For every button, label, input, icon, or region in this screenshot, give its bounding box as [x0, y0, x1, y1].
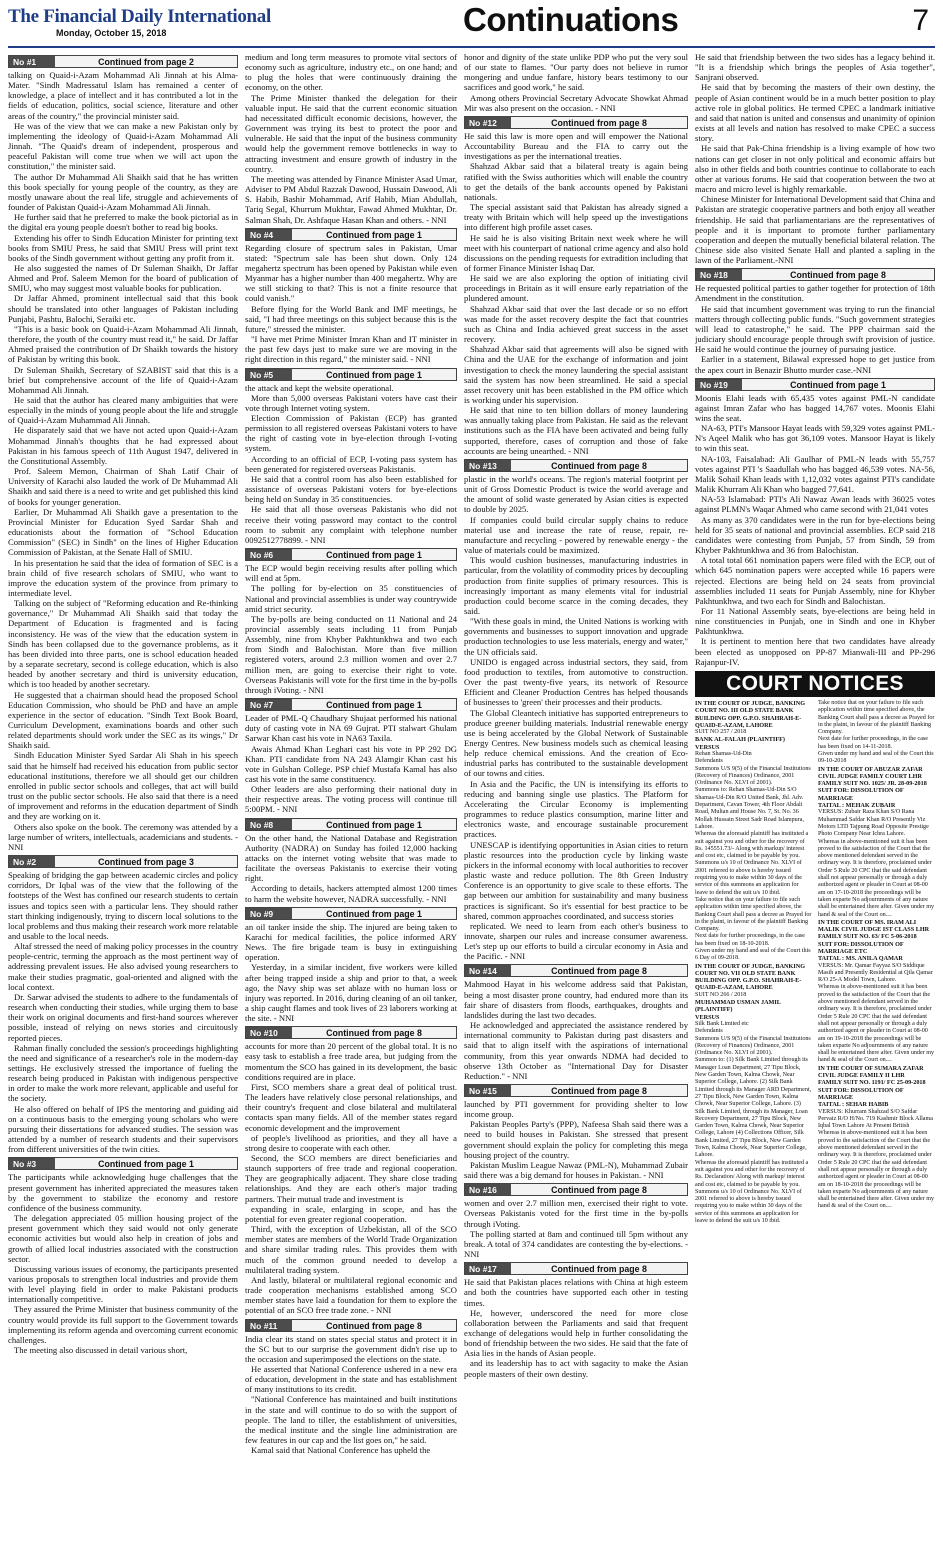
article-paragraph: As many as 370 candidates were in the run for bye-elections being held for 35 seats of national and provincial assemblies. ECP said 218 candidates were contesting from Punjab, 57 from Sindh, 59 from Khyber Pakhtunkhwa and 36 from Balochistan.: [695, 514, 935, 556]
notice-heading: IN THE COURT OF MS. IRAM ALI MALIK CIVIL JUDGE IST CLASS LHR: [818, 918, 930, 934]
article-paragraph: This would cushion businesses, manufacturing industries in particular, from the volatility of commodity prices by decoupling production from finite supplies of primary resources. This is increasingly important as many elements vital for industrial production could become scarce in the coming decades, they said.: [464, 555, 688, 616]
article-paragraph: The meeting was attended by Finance Minister Asad Umar, Adviser to PM Abdul Razzak Dawood, Hussain Dawood, Ali S. Habib, Bashir Mohammad, Arif Habib, Mian Abdullah, Tariq Segal, Khurrum Mukhtar, Fawad Ahmed Mukhtar, Dr. Salman Shah, Dr. Ashfaque Hasan Khan and others. - NNI: [245, 173, 457, 225]
notice-text: Defendants: [695, 758, 723, 765]
article-paragraph: The Prime Minister thanked the delegation for their valuable input. He said that the current economic situation had necessitated difficult economic decisions, however, the Government was trying its best to protect the poor and vulnerable. He said that the input of the business community would help the government remove bottlenecks in way to attracting investment and ensure growth of industry in the country.: [245, 92, 457, 174]
continuation-label: Continued from page 8: [511, 1085, 687, 1096]
article-paragraph: Earlier in a statement, Bilawal expressed hope to get justice from the apex court in Benazir Bhutto murder case.-NNI: [695, 354, 935, 375]
notice-heading: TAITAL : MEHAK ZUBAIR: [818, 802, 896, 810]
article-paragraph: of people's livelihood as priorities, and they all have a strong desire to cooperate with each other.: [245, 1132, 457, 1153]
continuation-number: No #7: [246, 699, 292, 710]
court-notices-right: [818, 700, 935, 1225]
notice-text: Whereas in above-mentioned suit it has been proved to the satisfaction of the Court that the above mentioned defendant served in the ordinary way. It is therefore, proclaimed under Order 5 Rule 20 CPC that the said defendant shall not appear personally or through a duly authorized agent or pleader in Court at 08-00 am on 19-10-2018 the proceedings will be taken exparte No adjournments of any nature shall be entertained there after. Given under my hand & seal of the Court on....: [818, 984, 935, 1064]
article-paragraph: They assured the Prime Minister that business community of the country would provide its full support to the Government towards implementing its reform agenda and overcoming current economic challenges.: [8, 1304, 238, 1345]
notice-heading: IN THE COURT OF SUMARA ZAFAR CIVIL JUDGE FAMILY II LHR: [818, 1064, 924, 1080]
continuation-header: [245, 1026, 457, 1039]
continuation-header: [695, 268, 935, 281]
article-paragraph: "With these goals in mind, the United Nations is working with governments and businesses to support innovation and upgrade production technologies to use less materials, energy and water," the UN officials said.: [464, 616, 688, 657]
continuation-header: [464, 459, 688, 472]
article-paragraph: plastic in the world's oceans. The region's material footprint per unit of Gross Domestic Product is twice the world average and the amount of solid waste generated by Asian cities is expected to double by 2025.: [464, 473, 688, 515]
notice-heading: SUIT FOR: DISSOLUTION OF MARRIAGE: [818, 1086, 904, 1101]
article-paragraph: He disparately said that we have not acted upon Quaid-i-Azam Mohammad Jinnah's thoughts that he had expressed about Pakistan in his famous speech of 11th August 1947, delivered in the Constitutional Assembly.: [8, 425, 238, 466]
continuation-header: [245, 907, 457, 920]
continuation-header: [8, 55, 238, 68]
article-paragraph: Regarding closure of spectrum sales in Pakistan, Umar stated: "Spectrum sale has been shut down. Only 124 megahertz spectrum has been opened by Pakistan while even Myanmar has a higher number than 400 megahertz. Why are we still sticking to that? This is not a finite resource that could vanish.": [245, 242, 457, 304]
continuation-header: [8, 1157, 238, 1170]
continuation-header: [8, 855, 238, 868]
article-paragraph: "National Conference has maintained and built institutions in the state and will continue to do so with the support of people. The land to tiller, the establishment of universities, the medical institute and the single line administration are few features in our cap and the list goes on," he said.: [245, 1394, 457, 1446]
section-title: Continuations: [463, 1, 679, 38]
article-paragraph: "This is a basic book on Quaid-i-Azam Mohammad Ali Jinnah, therefore, the youth of the country must read it," he said. Dr Jaffar Ahmed praised the contribution of Dr Shaikh towards the history of Pakistan by writing this book.: [8, 323, 238, 365]
continuation-number: No #2: [9, 856, 55, 867]
article-paragraph: NA-63, PTI's Mansoor Hayat leads with 59,329 votes against PML-N's Aqeel Malik who has got 36,109 votes. Mansoor Hayat is likely to win this seat.: [695, 423, 935, 454]
continuation-label: Continued from page 8: [292, 1320, 456, 1331]
article-paragraph: He said that incumbent government was trying to run the financial matters through collecting public funds. "Such government strategies will lead to catastrophe," he said. The PPP chairman said the judiciary should encourage people through swift provision of justice. He said he would continue the journey of pursuing justice.: [695, 303, 935, 355]
article-paragraph: The Global Cleantech initiative has supported entrepreneurs to produce greener building materials. Industrial renewable energy use is being accelerated by the Global Network of Sustainable Energy Centres. New business models such as chemical leasing help reduce chemical emissions. And the creation of Eco-industrial parks has contributed to the sustainable development of our towns and cities.: [464, 707, 688, 779]
article-paragraph: He said this law is more open and will empower the National Accountability Bureau and the FIA to carry out the investigations as per the international treaties.: [464, 130, 688, 162]
continuation-number: No #8: [246, 819, 292, 830]
article-paragraph: UNESCAP is identifying opportunities in Asian cities to return plastic resources into the production cycle by linking waste pickers in the informal economy with local authorities to recover plastic waste and reduce pollution. The 8th Green Industry Conference is an opportunity to give scale to these efforts. The gap between our ambition for sustainability and many business practices is significant. So it's essential for best practice to be shared, common approaches coordinated, and success stories: [464, 839, 688, 921]
article-paragraph: Shahzad Akbar said that over the last decade or so no effort was made for the asset recovery despite the fact that countries such as China and India achieved great success in the asset recovery.: [464, 303, 688, 345]
article-paragraph: Chinese Minister for International Development said that China and Pakistan are strategic cooperative partners and both enjoy all weather friendship. He said that parliamentarians are the representatives of people and it is important to promote further parliamentary cooperation and deepen the mutually beneficial bilateral relation. The Chinese side also visited Senate Hall and planted a sapling in the lawn of the Parliament.-NNI: [695, 194, 935, 266]
continuation-label: Continued from page 1: [292, 549, 456, 560]
notice-text: VERSUS: Khurram Shahzad S/O Safdar Pervaiz R/O H/No. 719 Kashmir Block Allama Iqbal Town Lahore At Present British: [818, 1108, 933, 1130]
article-paragraph: He further said that he preferred to make the book pictorial as in the digital era young people doesn't bother to read big books.: [8, 212, 238, 233]
continuation-label: Continued from page 8: [511, 117, 687, 128]
article-paragraph: He, however, underscored the need for more close collaboration between the Parliaments and said that frequent exchange of delegations would help in further consolidating the bond of friendship between the two sides. He said that the fate of Asia lies in the hands of Asian people.: [464, 1307, 688, 1359]
article-paragraph: The polling for by-election on 35 constituencies of National and provincial assemblies is under way countrywide amid strict security.: [245, 583, 457, 614]
continuation-number: No #14: [465, 965, 511, 976]
article-paragraph: He acknowledged and appreciated the assistance rendered by international community to Pakistan during past disasters and said that to align itself with the aspirations of international community, from this year onwards NDMA had decided to observe 13th October as "International Day for Disaster Reduction." - NNI: [464, 1020, 688, 1081]
article-paragraph: The participants while acknowledging huge challenges that the present government has inherited appreciated the measures taken by the government to stabilize the economy and restore confidence of the business community.: [8, 1172, 238, 1213]
article-paragraph: Leader of PML-Q Chaudhary Shujaat performed his national duty of casting vote in NA 69 Gujrat. PTI stalwart Ghulam Sarwar Khan cast his vote in NA63 Taxila.: [245, 713, 457, 744]
article-paragraph: Dr. Sarwar advised the students to adhere to the fundamentals of research when conducting their studies, while urging them to base their work on original documents and first-hand sources wherever possible, instead of relying on news stories and circuitously reported pieces.: [8, 991, 238, 1043]
article-paragraph: In Asia and the Pacific, the UN is intensifying its efforts to reducing and banning single use plastics. The Platform for Accelerating the Circular Economy is implementing programmes to reduce plastics consumption, marine litter and electronics waste, and encourage sustainable procurement practices.: [464, 778, 688, 840]
article-paragraph: It is pertinent to mention here that two candidates have already been elected as unopposed on PP-87 Mianwali-III and PP-296 Rajanpur-IV.: [695, 636, 935, 667]
article-paragraph: launched by PTI government for providing shelter to low income group.: [464, 1099, 688, 1120]
notice-heading: FAMILY SUIT NO. 1191/ FC 25-09-2018: [818, 1079, 926, 1087]
notice-text: Defendants: [695, 1028, 723, 1035]
issue-date: Monday, October 15, 2018: [56, 28, 167, 38]
article-paragraph: Third, with the exception of Uzbekistan, all of the SCO member states are members of the World Trade Organization and share similar trading rules. This provides them with much of the common ground needed to develop a multilateral trading system.: [245, 1224, 457, 1275]
article-paragraph: Earlier, Dr Muhammad Ali Shaikh gave a presentation to the Provincial Minister for Education Syed Sardar Shah and educationists about the formation of "School Education Commission" (SEC) in Sindh" on the lines of Higher Education Commission of Pakistan, at the Senate Hall of SMIU.: [8, 506, 238, 558]
notice-heading: MUHAMMAD USMAN JAMIL (PLAINTIFF): [695, 999, 781, 1014]
notice-text: Given under my hand and seal of the Court this 09-10-2018: [818, 750, 934, 765]
notice-text: Whereas in above-mentioned suit it has been proved to the satisfaction of the Court that the above mentioned defendant served in the ordinary way. It is therefore, proclaimed under Order 5 Rule 20 CPC that the said defendant shall not appear personally or through a duly authorized agent or pleader in Court at 08-00 am on 18-10-2018 the proceedings will be taken exparte No adjournments of any nature shall be entertained there after. Given under my hand & seal of the Court on....: [818, 1130, 935, 1210]
article-paragraph: The polling started at 8am and continued till 5pm without any break. A total of 374 candidates are contesting the by-elections. - NNI: [464, 1228, 688, 1260]
article-paragraph: Prof. Saleem Memon, Chairman of Shah Latif Chair of University of Karachi also lauded the work of Dr Muhammad Ali Shaikh and said there is a need to write and get published this kind of books for younger generation.: [8, 466, 238, 507]
article-paragraph: Dr Suleman Shaikh, Secretary of SZABIST said that this is a brief but comprehensive account of the life of Quaid-i-Azam Mohammad Ali Jinnah.: [8, 364, 238, 395]
article-paragraph: expanding in scale, enlarging in scope, and has the potential for even greater regional cooperation.: [245, 1203, 457, 1224]
notice-heading: BANK AL-FALAH (PLAINTIFF): [695, 736, 785, 744]
article-paragraph: In his presentation he said that the idea of formation of SEC is a brain child of five research scholars of SMIU, who want to improve the education system of the province from primary to intermediate level.: [8, 557, 238, 598]
article-paragraph: India clear its stand on states special status and protect it in the SC but to our surprise the government didn't rise up to the occasion and superimposed the elections on the state.: [245, 1333, 457, 1364]
notice-heading: TAITAL : MS. ANILA QAMAR: [818, 955, 903, 963]
notice-heading: VERSUS: [695, 743, 720, 751]
continuation-label: Continued from page 8: [292, 1027, 456, 1038]
article-paragraph: The by-polls are being conducted on 11 National and 24 provincial assembly seats including 11 from Punjab Assembly, nine from Khyber Pakhtunkhwa and two each from Sindh and Balochistan. More than five million registered voters, around 2.3 million women and over 2.7 million men, are going to exercise their right to vote. Overseas Pakistanis will vote for the first time in the by-polls through iVoting. - NNI: [245, 613, 457, 695]
article-paragraph: He said that a control room has also been established for assistance of overseas Pakistani voters for bye-elections being held on Sunday in 35 constituencies.: [245, 473, 457, 505]
article-paragraph: honor and dignity of the state unlike PDP who put the very soul of our state to flames. "Our party does not believe in rumor mongering and undue fanfare, history bears testimony to our sacrifices and good work," he said.: [464, 52, 688, 93]
continuation-label: Continued from page 8: [511, 460, 687, 471]
article-paragraph: If companies could build circular supply chains to reduce material use and increase the rate of reuse, repair, re-manufacture and recycling - powered by renewable energy - the value of materials could be maximized.: [464, 514, 688, 556]
column-3: [464, 52, 688, 1550]
notice-text: VERSUS: Mr. Qamar Fayyaz S/O Siddique Masih and Presently Residential at Qila Qamar R/O 25-A Model Town, Lahore.: [818, 962, 933, 984]
article-paragraph: the attack and kept the website operational.: [245, 382, 394, 393]
continuation-header: [245, 818, 457, 831]
court-notices-left: [695, 700, 812, 1225]
article-paragraph: and its leadership has to act with sagacity to make the Asian people masters of their own destiny.: [464, 1358, 688, 1379]
article-paragraph: NA-103, Faisalabad: Ali Gaulhar of PML-N leads with 55,757 votes against PTI 's Saadullah who has bagged 46,539 votes. NA-56, Malik Sohail Khan leads with 1,12,032 votes against PTI's candidate Malik Khurram Ali Khan who bagged 77,641.: [695, 453, 935, 495]
article-paragraph: Extending his offer to Sindh Education Minister for printing text books from SMIU Press, he said that SMIU Press will print text books of the Sindh government without getting any profit from it.: [8, 232, 238, 263]
article-paragraph: First, SCO members share a great deal of political trust. The leaders have relatively close personal relationships, and their country's frequent and close bilateral and multilateral contacts span many fields. All of the member states regard economic development and the improvement: [245, 1081, 457, 1133]
notice-text: Take notice that on your failure to file such application within time specified above, the Banking Court shall pass a decree as Prayed for in the plaint, in favour of the plaintiff Banking Company.: [695, 896, 812, 933]
article-paragraph: talking on Quaid-i-Azam Mohammad Ali Jinnah at his Alma-Mater. "Sindh Madressatul Islam has remained a center of knowledge, a place of intellect and it has contributed a lot in the fields of education, politics, social science, literature and other areas of the country," the provincial minister said.: [8, 70, 238, 121]
article-paragraph: He said that by becoming the masters of their own destiny, the people of Asian continent would be in a much better position to play active role in global politics. He termed CPEC a landmark initiative and said that nation is united and consensus and unanimity of opinion exists at all levels and nation has resolved to make CPEC a success story.: [695, 82, 935, 144]
article-paragraph: UNIDO is engaged across industrial sectors, they said, from food production to textiles, from automotive to construction. Over the past twenty-five years, its network of Resource Efficient and Cleaner Production Centres has helped thousands of businesses to 'green' their processes and their products.: [464, 656, 688, 708]
continuation-number: No #13: [465, 460, 511, 471]
continuation-label: Continued from page 8: [511, 1263, 687, 1274]
notice-heading: FAMILY SUIT NO. 63/ FC 5-06-2018: [818, 933, 917, 941]
article-paragraph: Pakistan Muslim League Nawaz (PML-N), Muhammad Zubair said there was a big demand for houses in Pakistan. - NNI: [464, 1159, 688, 1181]
article-paragraph: Election Commission of Pakistan (ECP) has granted permission to all registered overseas Pakistani voters to have the right of casting vote in bye-election through I-voting system.: [245, 413, 457, 454]
continuation-label: Continued from page 1: [742, 379, 934, 390]
continuation-number: No #18: [696, 269, 742, 280]
article-paragraph: He suggested that a chairman should head the proposed School Education Commission, who should be PhD and have an ample experience in the sector of education. "Sindh Text Book Board, Curriculum Development, examinations boards and other such related departments should work under the SEC as its wings," Dr Shaikh said.: [8, 689, 238, 751]
article-paragraph: He said that Pakistan places relations with China at high esteem and both the countries have supported each other in testing times.: [464, 1277, 688, 1308]
continuation-label: Continued from page 2: [55, 56, 237, 67]
article-paragraph: The special assistant said that Pakistan has already signed a treaty with Britain which will help speed up the investigations into different high profile asset cases.: [464, 202, 688, 233]
article-paragraph: He was of the view that we can make a new Pakistan only by implementing the ideology of Quaid-i-Azam Mohammad Ali Jinnah. "The Quaid's dream of independent, prosperous and peaceful Pakistan will come true when we will act upon the constitution," the minister said.: [8, 120, 238, 172]
continuation-number: No #12: [465, 117, 511, 128]
notice-heading: VERSUS: [695, 1013, 720, 1021]
article-paragraph: He said that all those overseas Pakistanis who did not receive their voting password may contact to the control room to submit any complaint with telephone number 0092512778899. - NNI: [245, 504, 457, 545]
article-paragraph: According to an official of ECP, I-voting pass system has been generated for registered overseas Pakistanis.: [245, 453, 457, 474]
notice-text: Given under my hand and seal of the Court this 6 Day of 09-2018.: [695, 948, 811, 962]
article-paragraph: Discussing various issues of economy, the participants presented various proposals to strengthen local industries and provide them with level playing field in order to make Pakistani products internationally competitive.: [8, 1263, 238, 1305]
article-paragraph: Shahzad Akbar said that a bilateral treaty is again being ratified with the Swiss authorities which will enable the country to get the details of the bank accounts opened by Pakistani nationals.: [464, 161, 688, 202]
article-paragraph: He also suggested the names of Dr Suleman Shaikh, Dr Jaffar Ahmed and Prof. Saleem Memon for the board of publication of SMIU, who may suggest most valuable books for publication.: [8, 262, 238, 294]
notice-text: VERSUS: Zubair Raza Khan S/O Rana Muhammad Safdar Khan R/O Presently Viz Motors LTD Tajpung Road Opposite Prestige Photo Company Near Ichra Lahore.: [818, 809, 929, 838]
notice-heading: TAITAL : SEHAR HABIB: [818, 1101, 889, 1109]
article-paragraph: medium and long term measures to promote vital sectors of economy such as agriculture, industry etc., on one hand; and to plug the holes that were continuously draining the economy, on the other.: [245, 52, 457, 93]
article-paragraph: NA-53 Islamabad: PTI's Ali Nawaz Awan leads with 36025 votes against PLMN's Waqar Ahmed who came second with 21,041 votes: [695, 494, 935, 515]
article-paragraph: Second, the SCO members are direct beneficiaries and staunch supporters of free trade and regional cooperation. They are geographically adjacent. They share close trading relationships. And they are each other's major trading partners. Their mutual trade and investment is: [245, 1153, 457, 1204]
continuation-number: No #11: [246, 1320, 292, 1331]
continuation-header: [695, 378, 935, 391]
notice-text: SUIT NO 266 / 2018: [695, 991, 747, 998]
column-2: [245, 52, 457, 1550]
article-paragraph: Altaf stressed the need of making policy processes in the country people-centric, terming the approach as the most pertinent way of addressing prevalent issues. He also advised young researchers to make their studies pragmatic, goal-oriented and aligned with the local context.: [8, 941, 238, 992]
notice-heading: IN THE COURT OF JUDGE, BANKING COURT NO. III OLD STATE BANK BUILDING OPP. G.P.O. SHAHRAH-E-QUAID-E-AZAM, LAHORE: [695, 699, 806, 729]
article-paragraph: Talking on the subject of "Reforming education and Re-thinking governance," Dr Muhammad Ali Shaikh said that today the Department of Education is fragmented and is facing inconsistency. He was of the view that the education system in Sindh has been collapsed due to the governance problems, as it has been divided into three parts, one is school education headed by a separate secretary, second is college education, which is also headed by another secretary and third is university education, which is too headed by another secretary.: [8, 598, 238, 690]
article-paragraph: He requested political parties to gather together for protection of 18th Amendment in the constitution.: [695, 283, 935, 304]
notice-text: Summon to: (1) Silk Bank Limited through its Manager Loan Department, 27 Tipu Block, New Garden Town, Kalma Chowk, Near Superior College, Lahore. (2) Silk Bank Limited through its Manager ARD Department, 27 Tipu Block, New Garden Town, Kalma Chowk, Near Superior College, Lahore. (3) Silk Bank Limited, through its Manager, Loan Recovery Department, 27 Tipu Block, New Garden Town, Kalma Chowk, Near Superior College, Lahore (4) Collections Officer, Silk Bank Limited, 27 Tipu Block, New Garden Town, Kalma Chowk, Near Superior College, Lahore.: [695, 1057, 812, 1159]
notice-text: Rehan Shamas-Ud-Din: [695, 750, 752, 757]
continuation-label: Continued from page 1: [292, 908, 456, 919]
continuation-label: Continued from page 1: [55, 1158, 237, 1169]
notice-heading: IN THE COURT OF ABUZAR ZAFAR CIVIL JUDGE FAMILY COURT LHR: [818, 765, 923, 780]
continuation-number: No #16: [465, 1184, 511, 1195]
article-paragraph: A total total 661 nomination papers were filed with the ECP, out of which 645 nomination papers were accepted while 16 papers were rejected. Elections are being held on 24 seats from provincial assemblies included 11 seats for Punjab Assembly, nine for Khyber Pakhtunkhwa, and two each for Sindh and Balochistan.: [695, 555, 935, 606]
article-paragraph: Speaking of bridging the gap between academic circles and policy corridors, Dr Iqbal was of the view that the following of the footsteps of the West has confined our research students to certain issues and topics seen with a particular lens. They should rather start thinking indigenously, trying to discern local solutions to the local problems and thus making their research work more relatable and usable to the local needs.: [8, 870, 238, 941]
court-notices-title: COURT NOTICES: [695, 671, 935, 697]
notice-text: Next date for further proceedings, in the case has been fixed on 14-11-2018.: [818, 736, 928, 750]
article-paragraph: replicated. We need to learn from each other's business to innovate, sharpen our rules and increase consumer awareness. Let's step up our efforts to build a circular economy in Asia and the Pacific. - NNI: [464, 920, 688, 962]
article-paragraph: Before flying for the World Bank and IMF meetings, he said, "I had three meetings on this subject because this is the future," stressed the minister.: [245, 303, 457, 334]
article-paragraph: He asserted that National Conference ushered in a new era of education, development in the state and has establishment of many institutions to its credit.: [245, 1363, 457, 1395]
article-paragraph: The author Dr Muhammad Ali Shaikh said that he has written this book specially for young people of the country, as they are mostly unaware about the real life, struggle and achievements of founder of Pakistan Quaid-i-Azam Mohammad Ali Jinnah.: [8, 171, 238, 213]
continuation-label: Continued from page 1: [292, 229, 456, 240]
notice-text: Whereas the aforesaid plaintiff has instituted a suit against you and other for the recovery of Rs. Declaration/ Along with markup/ interest and cost etc, claimed to be payable by you. Summons u/s 10 of Ordinance No. XLVI of 2001 referred to above is hereby issued requiring you to make within 30 days of the service of this summons an application for leave to defend the suit u/s 10 ibid.: [695, 1159, 809, 1224]
article-paragraph: Mahmood Hayat in his welcome address said that Pakistan, being a most disaster prone country, had endured more than its fair share of disasters from floods, earthquakes, droughts and landslides during the last two decades.: [464, 979, 688, 1020]
article-paragraph: Kamal said that National Conference has upheld the: [251, 1445, 431, 1456]
continuation-number: No #3: [9, 1158, 55, 1169]
continuation-header: [245, 228, 457, 241]
article-paragraph: He also offered on behalf of IPS the mentoring and guiding aid on a continuous basis to the emerging young scholars who were pursuing their dissertations for advanced studies. The session was attended by a number of research students and their supervisors from different universities of the twin cities.: [8, 1103, 238, 1155]
continuation-label: Continued from page 1: [292, 819, 456, 830]
column-4-stories: [695, 52, 935, 667]
notice-heading: IN THE COURT OF JUDGE, BANKING COURT NO. VII OLD STATE BANK BUILDING OPP. G.P.O. SHAHRAH-E-QUAID-E-AZAM, LAHORE: [695, 962, 806, 992]
notice-text: Summons to: Rehan Shamas-Ud-Din S/O Shamas-Ud-Din R/O United Bank, Jhl. Adv. Department, Cavan Tower, 4th Floor Abdali Road, Multan and House No. 7, St. No. 36 Mollah Hussain Street Sadr Road Islampura, Lahore.: [695, 787, 804, 830]
article-paragraph: Pakistan Peoples Party's (PPP), Nafeesa Shah said there was a need to build houses in Pakistan. She stressed that present government should explain the policy for completing this mega housing project of the country.: [464, 1119, 688, 1160]
continuation-header: [464, 1183, 688, 1196]
article-paragraph: Sindh Education Minister Syed Sardar Ali Shah in his speech said that he himself had received his education from public sector educational institutions, therefore we all should get our children enrolled in public sector schools and colleges, that act will build trust on the public sector schools. He also said that there is a need of improvement and reforms in the education department of Sindh and they are working on it.: [8, 750, 238, 822]
continuation-label: Continued from page 8: [742, 269, 934, 280]
article-paragraph: He said that friendship between the two sides has a legacy behind it. "It is a friendship which brings the peoples of Asia together", Sanjrani observed.: [695, 52, 935, 83]
continuation-number: No #15: [465, 1085, 511, 1096]
continuation-number: No #19: [696, 379, 742, 390]
notice-text: Next date for further proceedings, in the case has been fixed on 18-10-2018.: [695, 933, 805, 947]
article-paragraph: He said we are also exploring the option of initiating civil proceedings in Britain as it will ensure early repatriation of the plundered amount.: [464, 273, 688, 304]
continuation-number: No #5: [246, 369, 292, 380]
continuation-header: [245, 698, 457, 711]
article-paragraph: women and over 2.7 million men, exercised their right to vote. Overseas Pakistanis voted for the first time in the by-polls through iVoting.: [464, 1198, 688, 1229]
continuation-number: No #1: [9, 56, 55, 67]
column-1: [8, 52, 238, 1550]
article-paragraph: Others also spoke on the book. The ceremony was attended by a large number of writers, intellectuals, academicians and students. - NNI: [8, 821, 238, 852]
article-paragraph: He said that the author has cleared many ambiguities that were especially in the minds of young people about the life and struggle of Quaid-i-Azam Muhammad Ali Jinnah.: [8, 395, 238, 426]
continuation-header: [245, 548, 457, 561]
article-paragraph: For 11 National Assembly seats, bye-elections are being held in nine constituencies in Punjab, one in Sindh and one in Khyber Pakhtunkhwa.: [695, 605, 935, 637]
article-paragraph: The ECP would begin receiving results after polling which will end at 5pm.: [245, 563, 457, 584]
article-paragraph: More than 5,000 overseas Pakistani voters have cast their vote through Internet voting system.: [245, 392, 457, 413]
notice-text: SUIT NO 257 / 2018: [695, 729, 747, 736]
continuation-label: Continued from page 8: [511, 965, 687, 976]
article-paragraph: an oil tanker inside the ship. The injured are being taken to Karachi for medical facilities, the police informed ARY News. The fire brigade team is busy in extinguishing operation.: [245, 921, 457, 963]
continuation-label: Continued from page 8: [511, 1184, 687, 1195]
continuation-label: Continued from page 1: [292, 369, 456, 380]
notice-heading: SUIT FOR: DISSOLUTION OF MARRIAGE: [818, 787, 904, 802]
article-paragraph: The delegation appreciated 05 million housing project of the present government which they said would not only generate economic activities but would also help in creation of jobs and growth of allied local industries associated with the construction sector.: [8, 1213, 238, 1264]
article-paragraph: Dr Jaffar Ahmed, prominent intellectual said that this book should be translated into other languages of Pakistan including Punjabi, Pashtu, Balochi, Seraiki etc.: [8, 293, 238, 324]
article-paragraph: And lastly, bilateral or multilateral regional economic and trade cooperation mechanisms established among SCO member states have laid a foundation for them to explore the potential of an SCO free trade zone. - NNI: [245, 1274, 457, 1316]
article-paragraph: Rahman finally concluded the session's proceedings highlighting the need and significance of a researcher's role in the modern-day settings. He exclusively stressed the importance of fueling the research being produced in Pakistan with indigenous perspective in order to make the work more relevant, applicable and useful for the society.: [8, 1042, 238, 1104]
notice-text: Whereas the aforesaid plaintiff has instituted a suit against you and other for the recovery of Rs. 145551.73/- Along with markup/ interest and cost etc, claimed to be payable by you. Summons u/s 10 of Ordinance No. XLVI of 2001 referred to above is hereby issued requiring you to make within 30 days of the service of this summons an application for leave to defend the suit u/s 10 ibid.: [695, 831, 809, 896]
notice-text: Summons U/S 9(5) of the Financial Institutions (Recovery of Finances) Ordinance, 2001 (Ordinance No. XLVI of 2001).: [695, 1035, 811, 1057]
continuation-label: Continued from page 3: [55, 856, 237, 867]
article-paragraph: Among others Provincial Secretary Advocate Showkat Ahmad Mir was also present on the occasion. - NNI: [464, 92, 688, 113]
notice-text: Summons U/S 9(5) of the Financial Institutions (Recovery of Finances) Ordinance, 2001 (Ordinance No. XLVI of 2001).: [695, 765, 811, 787]
continuation-number: No #9: [246, 908, 292, 919]
notice-heading: SUIT FOR: DISSOLUTION OF MARRIAGE ETC: [818, 940, 904, 955]
article-paragraph: "I have met Prime Minister Imran Khan and IT minister in the past few days just to make sure we are moving in the right direction in this regard," the minister said. - NNI: [245, 334, 457, 365]
article-paragraph: Other leaders are also performing their national duty in their respective areas. The voting process will continue till 5:00PM. - NNI: [245, 784, 457, 815]
article-paragraph: He said that Pak-China friendship is a living example of how two nations can get closer in not only political and economic affairs but also in other fields and both countries continue to collaborate to each other at various forums. He said that cooperation between the two at macro and micro level is highly remarkable.: [695, 143, 935, 195]
newspaper-name: The Financial Daily International: [8, 6, 271, 27]
court-notices: [695, 700, 935, 1225]
continuation-header: [245, 368, 457, 381]
notice-text: Silk Bank Limited etc: [695, 1020, 749, 1027]
article-paragraph: He said that nine to ten billion dollars of money laundering was annually taking place from Pakistan. He said as the relevant institutions such as the FIA have been activated and being fully supported, therefore, cases of corruption and those of fake accounts are being unearthed. - NNI: [464, 405, 688, 456]
article-paragraph: He said he is also visiting Britain next week where he will meet with his counterpart of national crime agency and also hold discussions on the pending requests for extradition including that of former Finance Minister Ishaq Dar.: [464, 232, 688, 273]
continuation-number: No #17: [465, 1263, 511, 1274]
article-paragraph: According to details, hackers attempted almost 1200 times to harm the website however, NADRA successfully. - NNI: [245, 883, 457, 904]
continuation-number: No #4: [246, 229, 292, 240]
page-number: 7: [912, 4, 929, 37]
article-paragraph: Shahzad Akbar said that agreements will also be signed with China and the UAE for the exchange of information and joint investigation to check the money laundering the special assistant said the system has now been streamlined. He said a special asset recovery unit has been established in the PM office which is working under his supervision.: [464, 344, 688, 405]
notice-text: Whereas in above-mentioned suit it has been proved to the satisfaction of the Court that the above mentioned defendant served in the ordinary way. It is therefore, proclaimed under Order 5 Rule 20 CPC that the said defendant shall not appear personally or through a duly authorized agent or pleader in Court at 08-00 am on 17-10-2018 the proceedings will be taken exparte No adjournments of any nature shall be entertained there after. Given under my hand & seal of the Court on....: [818, 838, 935, 918]
continuation-header: [245, 1319, 457, 1332]
continuation-header: [464, 964, 688, 977]
article-paragraph: On the other hand, the National Database and Registration Authority (NADRA) on Sunday has foiled 12,000 hacking attacks on the internet voting website that was made to facilitate the overseas Pakistanis to exercise their voting right.: [245, 832, 457, 884]
article-paragraph: Awais Ahmad Khan Leghari cast his vote in PP 292 DG Khan. PTI candidate from NA 243 Alamgir Khan cast his vote in Gulshan College. PSP chief Mustafa Kamal has also cast his vote in the same constituency.: [245, 743, 457, 784]
continuation-header: [464, 1084, 688, 1097]
continuation-label: Continued from page 1: [292, 699, 456, 710]
continuation-number: No #6: [246, 549, 292, 560]
continuation-number: No #10: [246, 1027, 292, 1038]
article-paragraph: Moonis Elahi leads with 65,435 votes against PML-N candidate against Imran Zafar who has bagged 14,767 votes. Moonis Elahi wins the seat.: [695, 392, 935, 423]
column-4: [695, 52, 935, 1550]
continuation-header: [464, 116, 688, 129]
header-rule: [8, 46, 935, 48]
article-paragraph: The meeting also discussed in detail various short,: [14, 1345, 188, 1356]
article-paragraph: accounts for more than 20 percent of the global total. It is no easy task to establish a free trade area, but judging from the momentum the SCO has gained in its development, the basic conditions required are in place.: [245, 1041, 457, 1082]
notice-heading: FAMILY SUIT NO. 1025/ JR. 28-09-2018: [818, 780, 927, 788]
notice-text: Take notice that on your failure to file such application within time specified above, the Banking Court shall pass a decree as Prayed for in the plaint, in favour of the plaintiff Banking Company.: [818, 699, 935, 736]
continuation-header: [464, 1262, 688, 1275]
article-paragraph: Yesterday, in a similar incident, five workers were killed after being trapped inside a ship and prior to that, a week ago, the Navy ship was set ablaze with no human loss or injury was reported. In 2016, during cleaning of an oil tanker, a ship caught flames and took lives of 23 laborers working at the site. - NNI: [245, 962, 457, 1024]
